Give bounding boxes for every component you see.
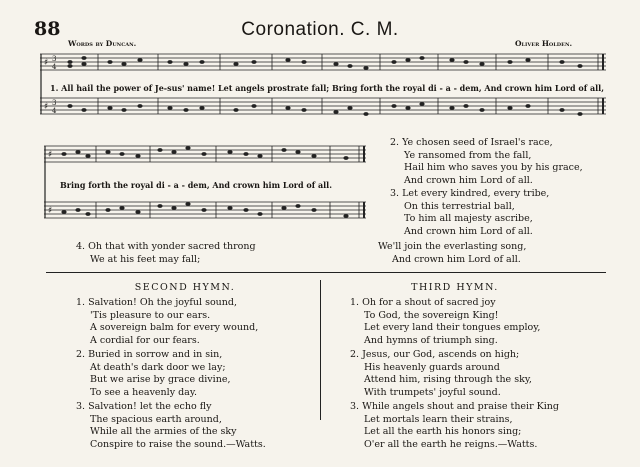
verse-line: O'er all the earth he reigns.—Watts. (364, 438, 538, 450)
verse-line: 3. Let every kindred, every tribe, (390, 188, 550, 199)
verse-line: The spacious earth around, (90, 413, 222, 425)
verse-line: Let mortals learn their strains, (364, 413, 513, 425)
verse-line: A sovereign balm for every wound, (90, 322, 259, 333)
svg-text:♯: ♯ (48, 206, 53, 216)
lyric-line-2: Bring forth the royal di - a - dem, And crown him Lord of all. (60, 180, 332, 190)
music-system-2 (40, 140, 368, 242)
verse-line: 1. Salvation! Oh the joyful sound, (76, 297, 238, 308)
verse-line: But we arise by grace divine, (90, 374, 231, 385)
section-divider (46, 272, 606, 273)
music-credit: Oliver Holden. (515, 39, 573, 48)
svg-text:♯: ♯ (44, 102, 49, 112)
lyric-line-1: 1. All hail the power of Je-sus' name! Let angels prostrate fall; Bring forth the royal di - a - dem, And crown him Lord of all, (50, 83, 604, 93)
verse-line: 1. Oh for a shout of sacred joy (350, 297, 496, 308)
verse-4-right (378, 241, 526, 266)
column-divider (320, 280, 321, 420)
verse-line: A cordial for our fears. (90, 334, 200, 346)
svg-text:♯: ♯ (48, 150, 53, 160)
second-hymn-stanza-1 (76, 297, 258, 347)
third-hymn-heading: THIRD HYMN. (411, 282, 499, 293)
verse-line: 2. Jesus, our God, ascends on high; (350, 349, 520, 360)
verse-line: To see a heavenly day. (90, 386, 197, 398)
svg-text:3: 3 (52, 55, 57, 63)
verse-line: And crown him Lord of all. (404, 174, 533, 186)
verse-line: To God, the sovereign King! (364, 309, 499, 321)
verse-2 (390, 137, 583, 187)
verse-line: 3. Salvation! let the echo fly (76, 401, 212, 412)
verse-line: Let all the earth his honors sing; (364, 426, 522, 437)
verse-line: On this terrestrial ball, (404, 200, 515, 212)
svg-text:3: 3 (52, 99, 57, 107)
verse-line: 4. Oh that with yonder sacred throng (76, 241, 256, 252)
verse-line: 2. Ye chosen seed of Israel's race, (390, 137, 553, 148)
verse-line: Conspire to raise the sound.—Watts. (90, 438, 266, 450)
verse-line: 3. While angels shout and praise their King (350, 401, 559, 412)
verse-line: Attend him, rising through the sky, (364, 374, 532, 385)
third-hymn-stanza-3 (350, 401, 559, 451)
verse-line: We at his feet may fall; (90, 253, 201, 265)
page-number: 88 (34, 18, 61, 40)
third-hymn-stanza-2 (350, 349, 532, 399)
third-hymn-stanza-1 (350, 297, 540, 347)
verse-line: And crown him Lord of all. (392, 253, 521, 265)
verse-line: His heavenly guards around (364, 361, 500, 373)
verse-line: Ye ransomed from the fall, (404, 149, 532, 161)
words-credit: Words by Duncan. (68, 39, 137, 48)
second-hymn-stanza-2 (76, 349, 230, 399)
verse-line: To him all majesty ascribe, (404, 213, 533, 224)
second-hymn-stanza-3 (76, 401, 266, 451)
svg-text:4: 4 (52, 107, 57, 115)
verse-line: Hail him who saves you by his grace, (404, 162, 583, 173)
verse-line: At death's dark door we lay; (90, 361, 226, 373)
hymn-title: Coronation. C. M. (241, 19, 399, 40)
verse-line: While all the armies of the sky (90, 426, 237, 437)
verse-line: We'll join the everlasting song, (378, 241, 527, 252)
verse-line: And hymns of triumph sing. (364, 334, 498, 346)
svg-text:♯: ♯ (44, 58, 49, 68)
verse-line: Let every land their tongues employ, (364, 322, 541, 333)
verse-line: 2. Buried in sorrow and in sin, (76, 349, 223, 360)
second-hymn-heading: SECOND HYMN. (134, 282, 236, 293)
verse-3 (390, 188, 549, 238)
svg-text:4: 4 (52, 63, 57, 71)
verse-line: With trumpets' joyful sound. (364, 386, 501, 398)
verse-line: 'Tis pleasure to our ears. (90, 309, 211, 321)
verse-line: And crown him Lord of all. (404, 225, 533, 237)
verse-4-left (76, 241, 256, 266)
